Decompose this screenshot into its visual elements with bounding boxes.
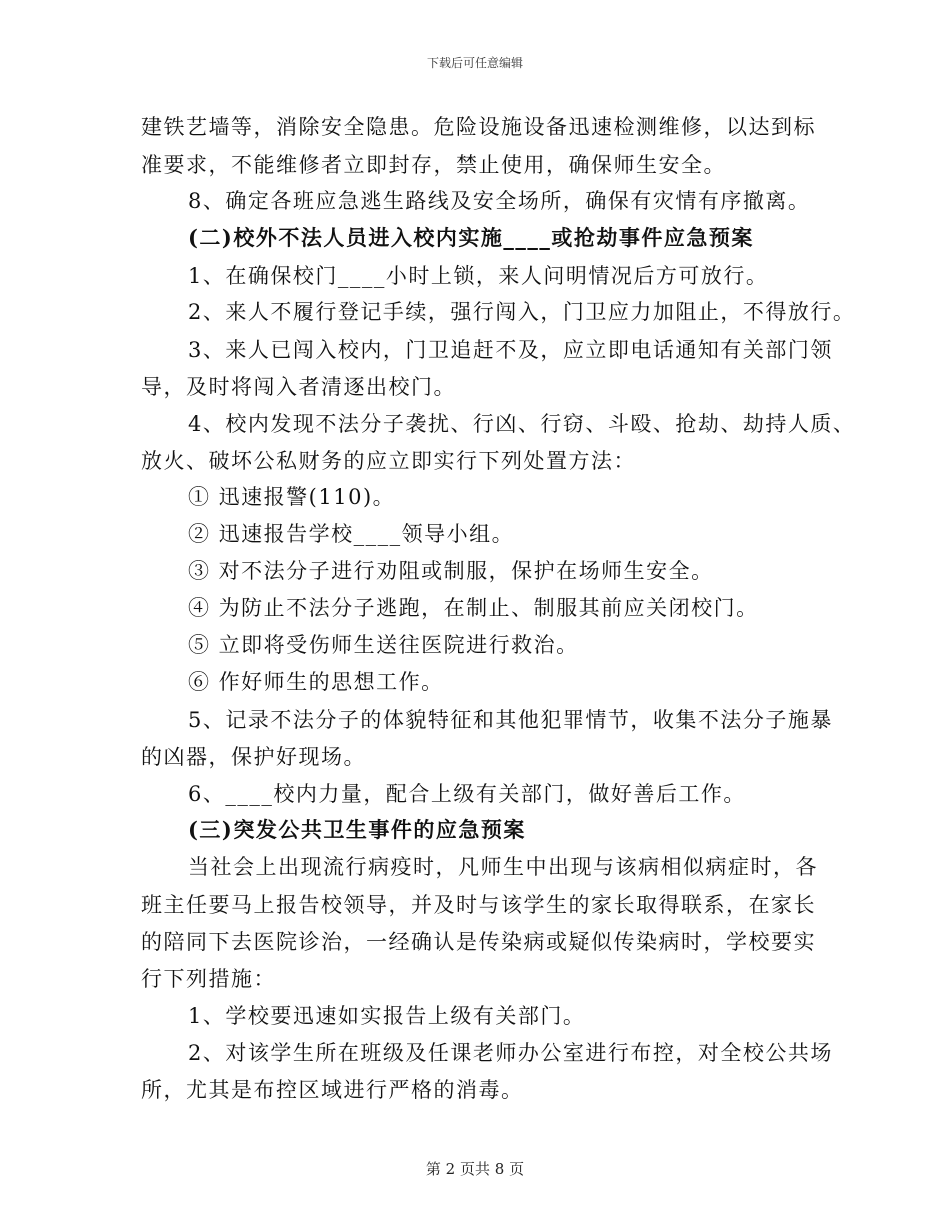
text-line: 的陪同下去医院诊治，一经确认是传染病或疑似传染病时，学校要实 (141, 930, 816, 954)
section-heading: (二)校外不法人员进入校内实施____或抢劫事件应急预案 (188, 225, 754, 250)
text-line: 1、学校要迅速如实报告上级有关部门。 (188, 1004, 586, 1028)
text-line: 的凶器，保护好现场。 (141, 745, 366, 769)
list-item: ⑤ 立即将受伤师生送往医院进行救治。 (188, 633, 579, 657)
text-line: 2、对该学生所在班级及任课老师办公室进行布控，对全校公共场 (188, 1041, 833, 1065)
text-line: 班主任要马上报告校领导，并及时与该学生的家长取得联系，在家长 (141, 893, 816, 917)
text-line: 放火、破坏公私财务的应立即实行下列处置方法： (141, 449, 636, 473)
text-line: 行下列措施： (141, 967, 276, 991)
section-heading: (三)突发公共卫生事件的应急预案 (188, 817, 526, 842)
page-footer: 第 2 页共 8 页 (425, 1160, 525, 1178)
text-line: 所，尤其是布控区域进行严格的消毒。 (141, 1078, 524, 1102)
text-line: 8、确定各班应急逃生路线及安全场所，确保有灾情有序撤离。 (188, 189, 811, 213)
text-line: 导，及时将闯入者清逐出校门。 (141, 375, 456, 399)
text-line: 6、____校内力量，配合上级有关部门，做好善后工作。 (188, 782, 746, 806)
text-line: 1、在确保校门____小时上锁，来人问明情况后方可放行。 (188, 264, 769, 288)
text-line: 3、来人已闯入校内，门卫追赶不及，应立即电话通知有关部门领 (188, 338, 833, 362)
text-line: 准要求，不能维修者立即封存，禁止使用，确保师生安全。 (141, 153, 726, 177)
list-item: ④ 为防止不法分子逃跑，在制止、制服其前应关闭校门。 (188, 596, 759, 620)
list-item: ① 迅速报警(110)。 (188, 485, 396, 509)
list-item: ③ 对不法分子进行劝阻或制服，保护在场师生安全。 (188, 559, 714, 583)
page-header: 下载后可任意编辑 (426, 56, 523, 70)
text-line: 5、记录不法分子的体貌特征和其他犯罪情节，收集不法分子施暴 (188, 708, 833, 732)
text-line: 当社会上出现流行病疫时，凡师生中出现与该病相似病症时，各 (188, 855, 818, 879)
text-line: 建铁艺墙等，消除安全隐患。危险设施设备迅速检测维修，以达到标 (141, 115, 816, 139)
text-line: 2、来人不履行登记手续，强行闯入，门卫应力加阻止，不得放行。 (188, 300, 856, 324)
list-item: ② 迅速报告学校____领导小组。 (188, 522, 515, 546)
list-item: ⑥ 作好师生的思想工作。 (188, 670, 444, 694)
text-line: 4、校内发现不法分子袭扰、行凶、行窃、斗殴、抢劫、劫持人质、 (188, 412, 856, 436)
